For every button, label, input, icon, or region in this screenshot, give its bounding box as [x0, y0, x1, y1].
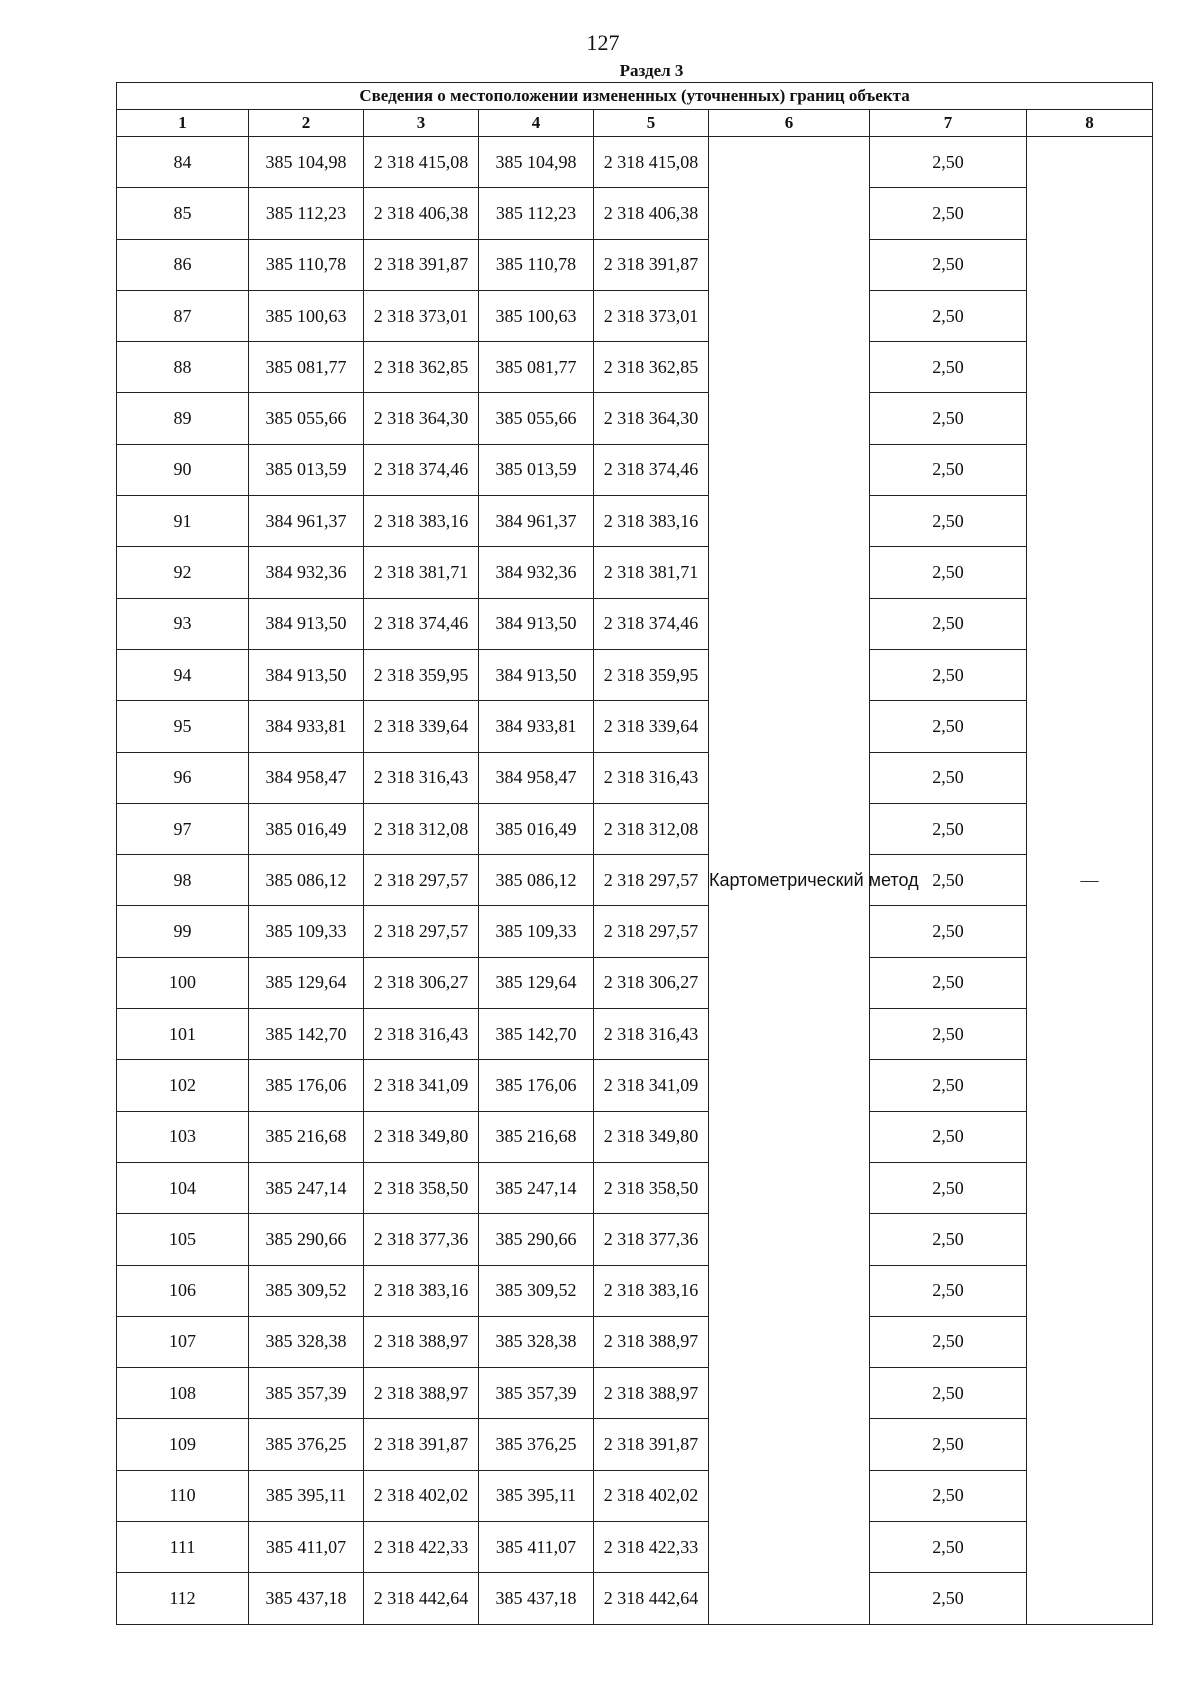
cell-x2: 385 357,39 [479, 1368, 594, 1419]
table-row [117, 1111, 1153, 1162]
table-row [117, 1316, 1153, 1367]
table-row [117, 188, 1153, 239]
table-row [117, 1419, 1153, 1470]
cell-accuracy: 2,50 [870, 1265, 1027, 1316]
cell-y2: 2 318 312,08 [594, 803, 709, 854]
cell-n: 96 [117, 752, 249, 803]
cell-accuracy: 2,50 [870, 906, 1027, 957]
cell-x1: 385 055,66 [249, 393, 364, 444]
table-row [117, 906, 1153, 957]
cell-y1: 2 318 341,09 [364, 1060, 479, 1111]
cell-n: 89 [117, 393, 249, 444]
cell-y2: 2 318 402,02 [594, 1470, 709, 1521]
cell-x2: 385 013,59 [479, 444, 594, 495]
cell-y1: 2 318 391,87 [364, 1419, 479, 1470]
cell-y1: 2 318 359,95 [364, 649, 479, 700]
page-number: 127 [586, 30, 620, 55]
table-body [117, 137, 1153, 1625]
cell-y1: 2 318 391,87 [364, 239, 479, 290]
cell-accuracy: 2,50 [870, 342, 1027, 393]
cell-y1: 2 318 374,46 [364, 598, 479, 649]
cell-x1: 385 216,68 [249, 1111, 364, 1162]
cell-n: 90 [117, 444, 249, 495]
cell-x2: 384 933,81 [479, 701, 594, 752]
cell-n: 91 [117, 496, 249, 547]
cell-accuracy: 2,50 [870, 496, 1027, 547]
cell-x1: 385 013,59 [249, 444, 364, 495]
cell-accuracy: 2,50 [870, 290, 1027, 341]
cell-y1: 2 318 297,57 [364, 906, 479, 957]
cell-y1: 2 318 383,16 [364, 496, 479, 547]
cell-y2: 2 318 391,87 [594, 239, 709, 290]
cell-x1: 385 109,33 [249, 906, 364, 957]
cell-x2: 385 437,18 [479, 1573, 594, 1624]
table-row [117, 598, 1153, 649]
cell-y1: 2 318 388,97 [364, 1316, 479, 1367]
cell-x2: 385 216,68 [479, 1111, 594, 1162]
cell-x1: 385 309,52 [249, 1265, 364, 1316]
cell-y2: 2 318 349,80 [594, 1111, 709, 1162]
cell-x1: 385 100,63 [249, 290, 364, 341]
cell-n: 93 [117, 598, 249, 649]
cell-n: 99 [117, 906, 249, 957]
cell-x2: 385 290,66 [479, 1214, 594, 1265]
cell-y1: 2 318 362,85 [364, 342, 479, 393]
cell-accuracy: 2,50 [870, 188, 1027, 239]
column-number: 7 [870, 110, 1027, 137]
cell-x1: 384 913,50 [249, 649, 364, 700]
cell-y1: 2 318 373,01 [364, 290, 479, 341]
cell-x1: 385 376,25 [249, 1419, 364, 1470]
cell-accuracy: 2,50 [870, 1316, 1027, 1367]
cell-y1: 2 318 406,38 [364, 188, 479, 239]
cell-x1: 385 016,49 [249, 803, 364, 854]
cell-x1: 384 913,50 [249, 598, 364, 649]
column-number: 1 [117, 110, 249, 137]
table-row [117, 547, 1153, 598]
column-number: 3 [364, 110, 479, 137]
cell-x1: 385 081,77 [249, 342, 364, 393]
cell-x1: 385 176,06 [249, 1060, 364, 1111]
cell-y2: 2 318 442,64 [594, 1573, 709, 1624]
cell-accuracy: 2,50 [870, 855, 1027, 906]
cell-y2: 2 318 316,43 [594, 1009, 709, 1060]
section-title: Раздел 3 [619, 61, 684, 80]
cell-x1: 385 395,11 [249, 1470, 364, 1521]
cell-y1: 2 318 312,08 [364, 803, 479, 854]
cell-y2: 2 318 381,71 [594, 547, 709, 598]
table-row [117, 1522, 1153, 1573]
table-caption: Сведения о местоположении измененных (уточненных) границ объекта [117, 83, 1153, 110]
cell-x1: 385 328,38 [249, 1316, 364, 1367]
cell-y1: 2 318 402,02 [364, 1470, 479, 1521]
cell-y2: 2 318 383,16 [594, 496, 709, 547]
cell-x2: 385 142,70 [479, 1009, 594, 1060]
cell-y1: 2 318 349,80 [364, 1111, 479, 1162]
column-number: 5 [594, 110, 709, 137]
cell-n: 111 [117, 1522, 249, 1573]
cell-x2: 384 958,47 [479, 752, 594, 803]
cell-y2: 2 318 374,46 [594, 444, 709, 495]
cell-n: 94 [117, 649, 249, 700]
cell-y2: 2 318 388,97 [594, 1316, 709, 1367]
cell-y2: 2 318 374,46 [594, 598, 709, 649]
table-row [117, 855, 1153, 906]
cell-accuracy: 2,50 [870, 1009, 1027, 1060]
cell-n: 85 [117, 188, 249, 239]
cell-y2: 2 318 422,33 [594, 1522, 709, 1573]
cell-accuracy: 2,50 [870, 1162, 1027, 1213]
note-cell: — [1027, 137, 1153, 1625]
column-number: 6 [709, 110, 870, 137]
cell-n: 84 [117, 137, 249, 188]
column-number-row [117, 110, 1153, 137]
cell-accuracy: 2,50 [870, 957, 1027, 1008]
cell-x1: 385 247,14 [249, 1162, 364, 1213]
cell-n: 86 [117, 239, 249, 290]
column-number: 4 [479, 110, 594, 137]
table-row [117, 137, 1153, 188]
column-number: 2 [249, 110, 364, 137]
table-row [117, 393, 1153, 444]
cell-y1: 2 318 377,36 [364, 1214, 479, 1265]
cell-y2: 2 318 388,97 [594, 1368, 709, 1419]
cell-accuracy: 2,50 [870, 649, 1027, 700]
cell-x2: 385 109,33 [479, 906, 594, 957]
cell-accuracy: 2,50 [870, 1214, 1027, 1265]
table-row [117, 803, 1153, 854]
table-row [117, 496, 1153, 547]
table-row [117, 290, 1153, 341]
cell-accuracy: 2,50 [870, 1060, 1027, 1111]
cell-x1: 385 110,78 [249, 239, 364, 290]
cell-y2: 2 318 373,01 [594, 290, 709, 341]
cell-x2: 385 176,06 [479, 1060, 594, 1111]
cell-x2: 385 086,12 [479, 855, 594, 906]
cell-x2: 384 913,50 [479, 649, 594, 700]
cell-accuracy: 2,50 [870, 1419, 1027, 1470]
cell-x2: 385 328,38 [479, 1316, 594, 1367]
boundary-coordinates-table [116, 82, 1153, 1625]
cell-n: 109 [117, 1419, 249, 1470]
cell-x2: 385 112,23 [479, 188, 594, 239]
cell-x2: 384 932,36 [479, 547, 594, 598]
cell-accuracy: 2,50 [870, 1573, 1027, 1624]
cell-y2: 2 318 377,36 [594, 1214, 709, 1265]
cell-accuracy: 2,50 [870, 1111, 1027, 1162]
table-row [117, 1060, 1153, 1111]
cell-y2: 2 318 297,57 [594, 855, 709, 906]
cell-x2: 385 376,25 [479, 1419, 594, 1470]
cell-y1: 2 318 316,43 [364, 1009, 479, 1060]
cell-x2: 385 016,49 [479, 803, 594, 854]
cell-y1: 2 318 316,43 [364, 752, 479, 803]
cell-y2: 2 318 391,87 [594, 1419, 709, 1470]
cell-x2: 385 129,64 [479, 957, 594, 1008]
cell-n: 105 [117, 1214, 249, 1265]
table-row [117, 342, 1153, 393]
cell-y2: 2 318 341,09 [594, 1060, 709, 1111]
cell-accuracy: 2,50 [870, 598, 1027, 649]
cell-x2: 385 081,77 [479, 342, 594, 393]
cell-y1: 2 318 442,64 [364, 1573, 479, 1624]
cell-y2: 2 318 339,64 [594, 701, 709, 752]
cell-x2: 385 104,98 [479, 137, 594, 188]
cell-x2: 385 411,07 [479, 1522, 594, 1573]
table-row [117, 1214, 1153, 1265]
cell-y2: 2 318 316,43 [594, 752, 709, 803]
table-row [117, 957, 1153, 1008]
cell-y2: 2 318 364,30 [594, 393, 709, 444]
method-cell: Картометрический метод [709, 137, 870, 1625]
cell-x1: 384 933,81 [249, 701, 364, 752]
cell-n: 97 [117, 803, 249, 854]
table-row [117, 239, 1153, 290]
cell-accuracy: 2,50 [870, 547, 1027, 598]
cell-accuracy: 2,50 [870, 137, 1027, 188]
cell-x2: 385 395,11 [479, 1470, 594, 1521]
cell-x2: 385 247,14 [479, 1162, 594, 1213]
table-row [117, 1470, 1153, 1521]
cell-n: 102 [117, 1060, 249, 1111]
cell-x1: 385 357,39 [249, 1368, 364, 1419]
cell-y2: 2 318 359,95 [594, 649, 709, 700]
table-row [117, 1009, 1153, 1060]
cell-accuracy: 2,50 [870, 752, 1027, 803]
cell-n: 107 [117, 1316, 249, 1367]
cell-x1: 385 104,98 [249, 137, 364, 188]
cell-x2: 385 309,52 [479, 1265, 594, 1316]
cell-accuracy: 2,50 [870, 701, 1027, 752]
cell-n: 100 [117, 957, 249, 1008]
cell-x1: 385 086,12 [249, 855, 364, 906]
cell-x1: 384 958,47 [249, 752, 364, 803]
cell-n: 103 [117, 1111, 249, 1162]
cell-n: 92 [117, 547, 249, 598]
cell-x1: 385 437,18 [249, 1573, 364, 1624]
table-row [117, 1368, 1153, 1419]
cell-accuracy: 2,50 [870, 393, 1027, 444]
cell-x2: 385 100,63 [479, 290, 594, 341]
cell-x2: 385 110,78 [479, 239, 594, 290]
cell-x1: 385 112,23 [249, 188, 364, 239]
cell-x2: 384 961,37 [479, 496, 594, 547]
cell-y1: 2 318 381,71 [364, 547, 479, 598]
cell-accuracy: 2,50 [870, 1368, 1027, 1419]
cell-y1: 2 318 306,27 [364, 957, 479, 1008]
cell-accuracy: 2,50 [870, 1522, 1027, 1573]
cell-n: 108 [117, 1368, 249, 1419]
cell-x1: 384 961,37 [249, 496, 364, 547]
cell-n: 87 [117, 290, 249, 341]
cell-n: 88 [117, 342, 249, 393]
cell-n: 106 [117, 1265, 249, 1316]
cell-accuracy: 2,50 [870, 803, 1027, 854]
cell-n: 104 [117, 1162, 249, 1213]
cell-accuracy: 2,50 [870, 1470, 1027, 1521]
cell-n: 101 [117, 1009, 249, 1060]
cell-y1: 2 318 364,30 [364, 393, 479, 444]
table-row [117, 1573, 1153, 1624]
cell-accuracy: 2,50 [870, 239, 1027, 290]
cell-y1: 2 318 358,50 [364, 1162, 479, 1213]
table-row [117, 444, 1153, 495]
cell-y1: 2 318 422,33 [364, 1522, 479, 1573]
column-number: 8 [1027, 110, 1153, 137]
cell-y1: 2 318 297,57 [364, 855, 479, 906]
cell-x1: 384 932,36 [249, 547, 364, 598]
table-row [117, 1265, 1153, 1316]
cell-y1: 2 318 383,16 [364, 1265, 479, 1316]
cell-y1: 2 318 339,64 [364, 701, 479, 752]
cell-accuracy: 2,50 [870, 444, 1027, 495]
table-row [117, 649, 1153, 700]
cell-y2: 2 318 362,85 [594, 342, 709, 393]
cell-y2: 2 318 415,08 [594, 137, 709, 188]
cell-y2: 2 318 358,50 [594, 1162, 709, 1213]
cell-y2: 2 318 297,57 [594, 906, 709, 957]
cell-x1: 385 129,64 [249, 957, 364, 1008]
cell-n: 98 [117, 855, 249, 906]
table-row [117, 752, 1153, 803]
cell-y2: 2 318 383,16 [594, 1265, 709, 1316]
cell-y1: 2 318 374,46 [364, 444, 479, 495]
cell-x1: 385 290,66 [249, 1214, 364, 1265]
table-row [117, 1162, 1153, 1213]
cell-x1: 385 411,07 [249, 1522, 364, 1573]
cell-n: 95 [117, 701, 249, 752]
table-row [117, 701, 1153, 752]
cell-x2: 384 913,50 [479, 598, 594, 649]
cell-x1: 385 142,70 [249, 1009, 364, 1060]
cell-y1: 2 318 388,97 [364, 1368, 479, 1419]
cell-n: 110 [117, 1470, 249, 1521]
cell-y1: 2 318 415,08 [364, 137, 479, 188]
cell-x2: 385 055,66 [479, 393, 594, 444]
cell-y2: 2 318 306,27 [594, 957, 709, 1008]
cell-n: 112 [117, 1573, 249, 1624]
cell-y2: 2 318 406,38 [594, 188, 709, 239]
